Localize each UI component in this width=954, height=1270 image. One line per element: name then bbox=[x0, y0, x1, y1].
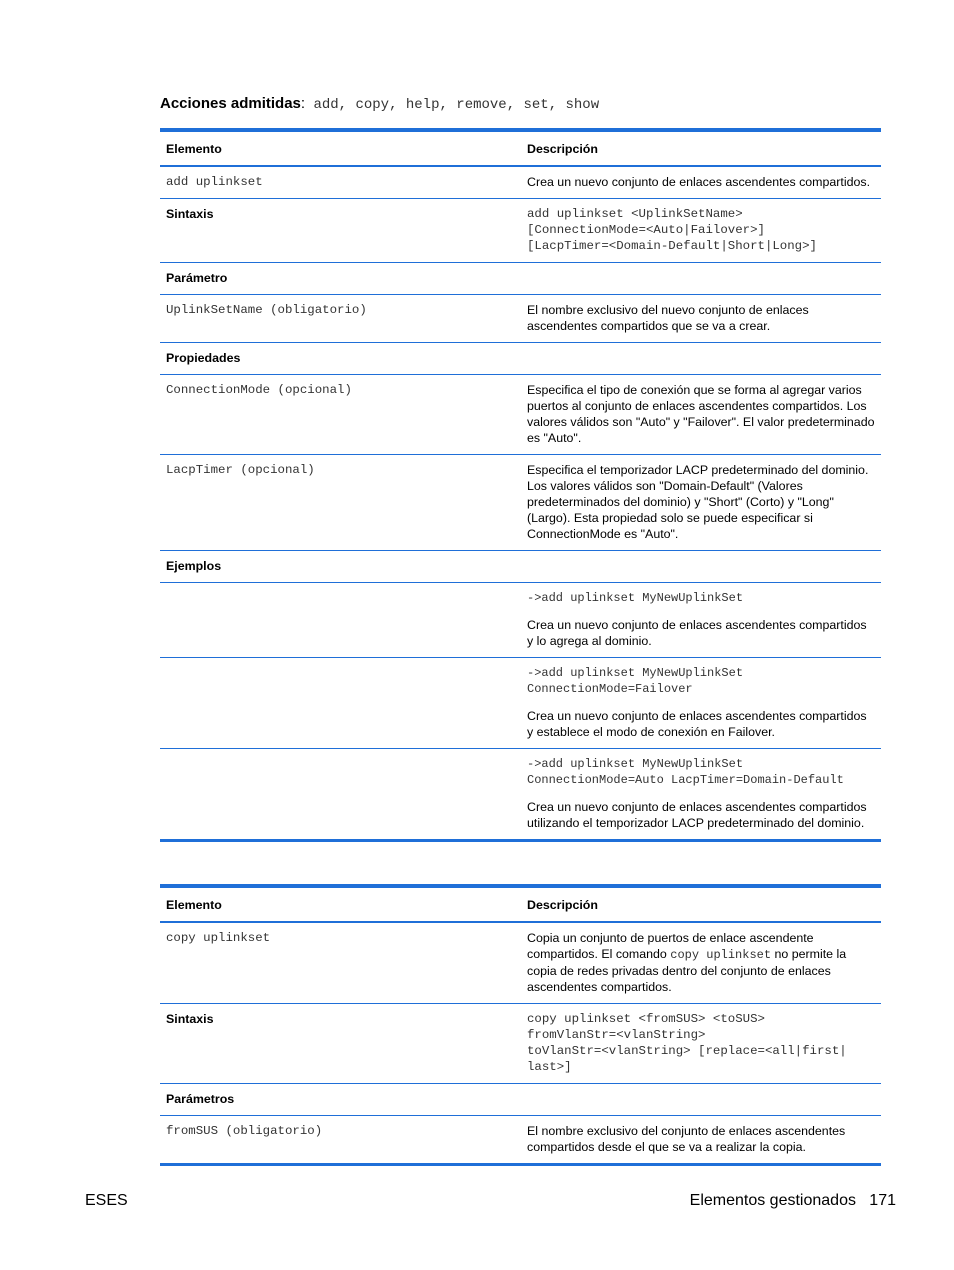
example-command: ->add uplinkset MyNewUplinkSet bbox=[527, 591, 744, 605]
element-description-code: copy uplinkset bbox=[670, 948, 772, 962]
table-row bbox=[160, 375, 881, 455]
table-row bbox=[160, 1116, 881, 1165]
footer-language: ESES bbox=[85, 1192, 128, 1209]
example-command: ->add uplinkset MyNewUplinkSet ConnectionMode=Failover bbox=[527, 666, 744, 696]
element-name: copy uplinkset bbox=[160, 922, 521, 1004]
table-row bbox=[160, 1084, 881, 1116]
property-name: ConnectionMode (opcional) bbox=[160, 375, 521, 455]
example-cell bbox=[521, 749, 881, 841]
add-uplinkset-table bbox=[160, 128, 881, 842]
param-name: fromSUS (obligatorio) bbox=[160, 1116, 521, 1165]
syntax-value: add uplinkset <UplinkSetName> [ConnectionMode=<Auto|Failover>] [LacpTimer=<Domain-Default|Short|Long>] bbox=[521, 199, 881, 263]
supported-actions bbox=[160, 95, 599, 113]
table-row bbox=[160, 1004, 881, 1084]
footer-page-info: Elementos gestionados 171 bbox=[689, 1192, 896, 1209]
empty-cell bbox=[160, 658, 521, 749]
empty-cell bbox=[160, 749, 521, 841]
table-header-row bbox=[160, 886, 881, 922]
example-cell bbox=[521, 583, 881, 658]
table-row bbox=[160, 166, 881, 199]
property-description: Especifica el temporizador LACP predeterminado del dominio. Los valores válidos son "Domain-Default" (Valores predeterminados del dominio) y "Short" (Corto) y "Long" (Largo). Esta propiedad solo se puede especificar si ConnectionMode es "Auto". bbox=[521, 455, 881, 551]
example-description: Crea un nuevo conjunto de enlaces ascendentes compartidos y lo agrega al dominio. bbox=[527, 618, 867, 648]
element-name: add uplinkset bbox=[160, 166, 521, 199]
empty-cell bbox=[521, 1084, 881, 1116]
empty-cell bbox=[521, 343, 881, 375]
table-header-row bbox=[160, 130, 881, 166]
table-row bbox=[160, 551, 881, 583]
table-row bbox=[160, 295, 881, 343]
table-row bbox=[160, 199, 881, 263]
copy-uplinkset-table bbox=[160, 884, 881, 1166]
section-examples: Ejemplos bbox=[160, 551, 521, 583]
syntax-value: copy uplinkset <fromSUS> <toSUS> fromVlanStr=<vlanString> toVlanStr=<vlanString> [replace=<all|first| last>] bbox=[521, 1004, 881, 1084]
supported-actions-list: add, copy, help, remove, set, show bbox=[305, 97, 600, 113]
example-description: Crea un nuevo conjunto de enlaces ascendentes compartidos y establece el modo de conexión en Failover. bbox=[527, 709, 867, 739]
empty-cell bbox=[521, 551, 881, 583]
empty-cell bbox=[521, 263, 881, 295]
section-properties: Propiedades bbox=[160, 343, 521, 375]
param-description: El nombre exclusivo del conjunto de enlaces ascendentes compartidos desde el que se va a realizar la copia. bbox=[521, 1116, 881, 1165]
syntax-label: Sintaxis bbox=[160, 1004, 521, 1084]
element-description bbox=[521, 922, 881, 1004]
syntax-label: Sintaxis bbox=[160, 199, 521, 263]
table-row bbox=[160, 922, 881, 1004]
property-name: LacpTimer (opcional) bbox=[160, 455, 521, 551]
param-name: UplinkSetName (obligatorio) bbox=[160, 295, 521, 343]
empty-cell bbox=[160, 583, 521, 658]
param-description: El nombre exclusivo del nuevo conjunto de enlaces ascendentes compartidos que se va a crear. bbox=[521, 295, 881, 343]
element-description: Crea un nuevo conjunto de enlaces ascendentes compartidos. bbox=[521, 166, 881, 199]
table-row bbox=[160, 583, 881, 658]
header-element: Elemento bbox=[166, 898, 222, 912]
element-description-part: no permite la copia de redes privadas dentro del conjunto de enlaces ascendentes compartidos. bbox=[527, 947, 847, 994]
supported-actions-colon: : bbox=[300, 95, 306, 112]
example-description: Crea un nuevo conjunto de enlaces ascendentes compartidos utilizando el temporizador LACP predeterminado del dominio. bbox=[527, 800, 867, 830]
header-description: Descripción bbox=[527, 898, 598, 912]
element-description-part: Copia un conjunto de puertos de enlace ascendente compartidos. El comando bbox=[527, 931, 814, 961]
section-parameters: Parámetros bbox=[160, 1084, 521, 1116]
property-description: Especifica el tipo de conexión que se forma al agregar varios puertos al conjunto de enlaces ascendentes compartidos. Los valores válidos son "Auto" y "Failover". El valor predeterminado es "Auto". bbox=[521, 375, 881, 455]
section-parameter: Parámetro bbox=[160, 263, 521, 295]
table-row bbox=[160, 263, 881, 295]
table-row bbox=[160, 658, 881, 749]
table-row bbox=[160, 343, 881, 375]
table-row bbox=[160, 749, 881, 841]
table-row bbox=[160, 455, 881, 551]
header-element: Elemento bbox=[166, 142, 222, 156]
supported-actions-label: Acciones admitidas bbox=[160, 95, 301, 112]
example-command: ->add uplinkset MyNewUplinkSet ConnectionMode=Auto LacpTimer=Domain-Default bbox=[527, 757, 844, 787]
example-cell bbox=[521, 658, 881, 749]
header-description: Descripción bbox=[527, 142, 598, 156]
